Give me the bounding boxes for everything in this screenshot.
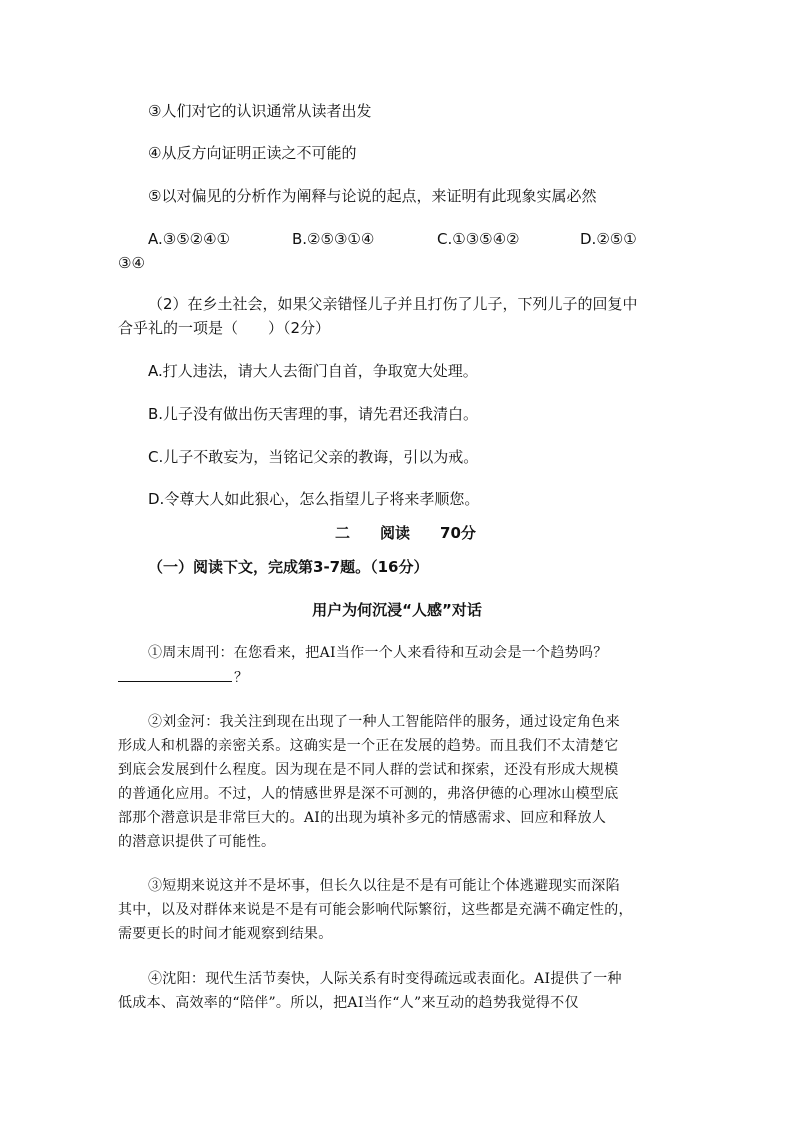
article-p1-line1: ①周末周刊：在您看来，把AI当作一个人来看待和互动会是一个趋势吗？ xyxy=(148,645,608,661)
reading-instruction: （一）阅读下文，完成第3-7题。（16分） xyxy=(148,558,429,576)
article-p2-line5: 部那个潜意识是非常巨大的。AI的出现为填补多元的情感需求、回应和释放人 xyxy=(118,810,607,826)
q2-stem-line2: 合乎礼的一项是（ ）（2分） xyxy=(118,319,331,337)
article-p3-line1: ③短期来说这并不是坏事，但长久以往是不是有可能让个体逃避现实而深陷 xyxy=(148,878,620,894)
option-d: D.②⑤① xyxy=(580,230,637,248)
item-4: ④从反方向证明正读之不可能的 xyxy=(148,144,357,162)
section-heading: 二 阅读 70分 xyxy=(335,524,476,542)
option-c: C.①③⑤④② xyxy=(437,230,520,248)
question-mark: ？ xyxy=(234,670,249,686)
article-p1-line2 xyxy=(118,667,248,688)
option-b: B.②⑤③①④ xyxy=(292,230,375,248)
article-p3-line3: 需要更长的时间才能观察到结果。 xyxy=(118,926,333,942)
article-p2-line3: 到底会发展到什么程度。因为现在是不同人群的尝试和探索，还没有形成大规模 xyxy=(118,762,619,778)
article-p2-line6: 的潜意识提供了可能性。 xyxy=(118,834,276,850)
answer-blank[interactable] xyxy=(118,667,232,682)
q2-stem-line1: （2）在乡土社会，如果父亲错怪儿子并且打伤了儿子，下列儿子的回复中 xyxy=(148,295,638,313)
item-3: ③人们对它的认识通常从读者出发 xyxy=(148,102,372,120)
q2-choice-a: A.打人违法，请大人去衙门自首，争取宽大处理。 xyxy=(148,362,478,380)
article-p3-line2: 其中，以及对群体来说是不是有可能会影响代际繁衍，这些都是充满不确定性的， xyxy=(118,902,633,918)
article-p4-line1: ④沈阳：现代生活节奏快，人际关系有时变得疏远或表面化。AI提供了一种 xyxy=(148,971,622,987)
article-p2-line4: 的普通化应用。不过，人的情感世界是深不可测的，弗洛伊德的心理冰山模型底 xyxy=(118,786,619,802)
article-title: 用户为何沉浸“人感”对话 xyxy=(312,601,482,619)
option-d-wrap: ③④ xyxy=(118,254,145,272)
option-a: A.③⑤②④① xyxy=(148,230,231,248)
article-p4-line2: 低成本、高效率的“陪伴”。所以，把AI当作“人”来互动的趋势我觉得不仅 xyxy=(118,995,579,1011)
q2-choice-d: D.令尊大人如此狠心，怎么指望儿子将来孝顺您。 xyxy=(148,490,480,508)
item-5: ⑤以对偏见的分析作为阐释与论说的起点，来证明有此现象实属必然 xyxy=(148,187,597,205)
article-p2-line1: ②刘金河：我关注到现在出现了一种人工智能陪伴的服务，通过设定角色来 xyxy=(148,714,620,730)
q2-choice-b: B.儿子没有做出伤天害理的事，请先君还我清白。 xyxy=(148,405,479,423)
article-p2-line2: 形成人和机器的亲密关系。这确实是一个正在发展的趋势。而且我们不太清楚它 xyxy=(118,738,619,754)
q2-choice-c: C.儿子不敢妄为，当铭记父亲的教诲，引以为戒。 xyxy=(148,448,479,466)
